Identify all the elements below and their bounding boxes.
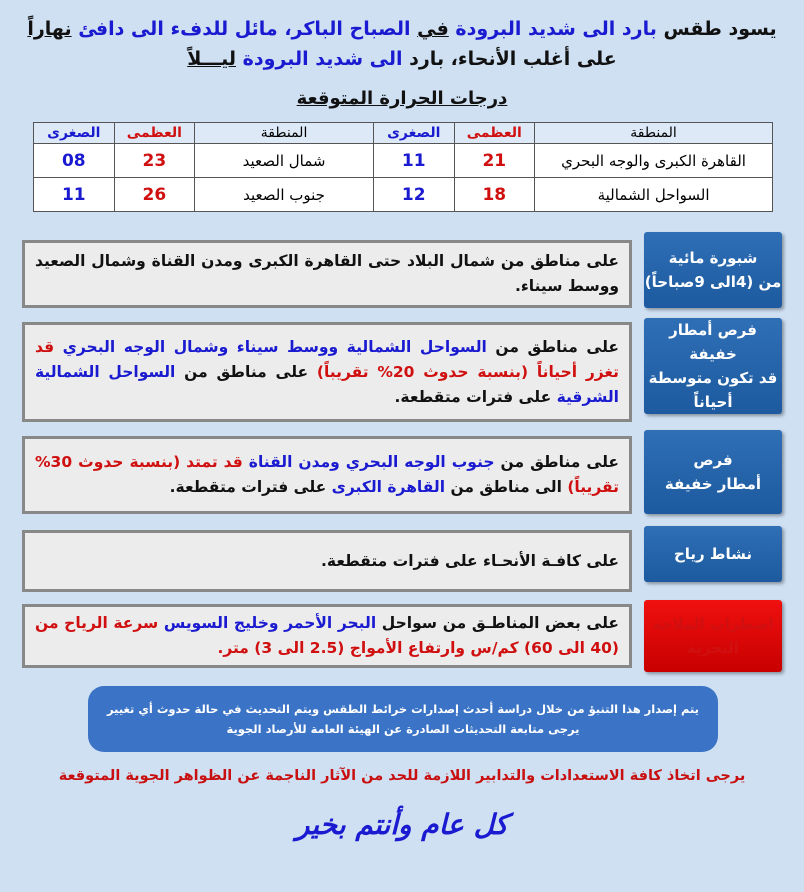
min-temp-cell: 08 [34,144,115,178]
phenomenon-label-text: شبورة مائية من (4الى 9صباحاً) [644,249,782,291]
text-segment: مائل للدفء الى دافئ [71,18,278,40]
temperature-table [33,122,773,212]
phenomenon-label [644,430,782,514]
region-cell: جنوب الصعيد [195,178,374,212]
forecast-summary [20,14,784,74]
text-segment: على أغلب الأنحاء، بارد [402,48,617,70]
table-row [34,144,773,178]
phenomenon-text [22,530,632,592]
text-segment: جنوب الوجه البحري ومدن القناة [242,453,495,471]
header-region: المنطقة [535,123,773,144]
min-temp-cell: 11 [34,178,115,212]
min-temp-cell: 11 [373,144,454,178]
phenomenon-rain-moderate [22,318,782,422]
phenomenon-label-text: فرص أمطار خفيفة قد تكون متوسطة أحياناً [648,321,778,411]
note-line-2: يرجى متابعة التحديثات الصادرة عن الهيئة العامة للأرصاد الجوية [226,722,580,736]
note-line-1: يتم إصدار هذا التنبؤ من خلال دراسة أحدث إصدارات خرائط الطقس ويتم التحديث في حالة حدوث أي تغيير [107,702,699,716]
text-segment: البحر الأحمر وخليج السويس [158,614,377,632]
text-segment: على مناطق من [175,362,309,381]
text-segment: على فترات متقطعة. [394,387,552,406]
update-note [88,686,718,752]
phenomenon-light-rain [22,430,782,516]
summary-line-1 [20,14,784,44]
max-temp-cell: 21 [454,144,535,178]
text-segment: بارد الى شديد البرودة [448,18,657,40]
phenomenon-label-text: فرص أمطار خفيفة [664,451,762,493]
max-temp-cell: 23 [114,144,195,178]
phenomenon-label-text: اضطراب الملاحة البحرية [652,615,774,657]
phenomenon-text [22,240,632,308]
header-max: العظمى [114,123,195,144]
text-segment: على بعض المناطـق من سواحل [376,614,619,632]
phenomenon-text [22,322,632,422]
text-segment: السواحل الشمالية الشرقية [35,362,619,406]
text-segment: قد تغزر أحياناً (بنسبة حدوث 20% تقريباً) [35,337,619,381]
max-temp-cell: 26 [114,178,195,212]
text-segment: على مناطق من شمال البلاد حتى القاهرة الكبرى ومدن القناة وشمال الصعيد ووسط سيناء. [35,252,619,295]
header-min: الصغرى [373,123,454,144]
text-segment: على مناطق من [494,453,619,471]
phenomenon-text [22,604,632,668]
text-segment: يسود طقس [656,18,777,40]
text-segment: قد تمتد (بنسبة حدوث 30% تقريباً) [35,453,619,496]
phenomenon-label [644,318,782,414]
table-row [34,178,773,212]
phenomenon-label-text: نشاط رياح [673,545,753,563]
phenomenon-fog [22,232,782,314]
min-temp-cell: 12 [373,178,454,212]
phenomenon-wind [22,526,782,596]
phenomenon-text [22,436,632,514]
greeting-text: كل عام وأنتم بخير [295,808,509,841]
text-segment: الى مناطق من [445,478,562,496]
text-segment: سرعة الرياح من (40 الى 60) كم/س وارتفاع الأمواج (2.5 الى 3) متر. [35,614,619,657]
region-cell: السواحل الشمالية [535,178,773,212]
region-cell: شمال الصعيد [195,144,374,178]
text-segment: على فترات متقطعة. [169,478,327,496]
phenomenon-label [644,232,782,308]
summary-line-2 [20,44,784,74]
region-cell: القاهرة الكبرى والوجه البحري [535,144,773,178]
table-title: درجات الحرارة المتوقعة [296,88,508,109]
text-segment: القاهرة الكبرى [326,478,446,496]
text-segment: الصباح الباكر، [277,18,418,40]
max-temp-cell: 18 [454,178,535,212]
phenomenon-label [644,526,782,582]
header-min: الصغرى [34,123,115,144]
text-segment: السواحل الشمالية ووسط سيناء وشمال الوجه البحري [54,337,487,356]
phenomenon-label [644,600,782,672]
text-segment: نهاراً [27,18,72,40]
text-segment: في [417,18,449,40]
preparedness-warning: يرجى اتخاذ كافة الاستعدادات والتدابير اللازمة للحد من الآثار الناجمة عن الظواهر الجوية المتوقعة [58,768,746,784]
text-segment: على مناطق من [486,337,619,356]
text-segment: على كافـة الأنحـاء على فترات متقطعة. [321,551,619,570]
header-region: المنطقة [195,123,374,144]
phenomenon-marine [22,600,782,672]
text-segment: ليـــلاً [187,48,237,70]
header-max: العظمى [454,123,535,144]
text-segment: الى شديد البرودة [236,48,403,70]
